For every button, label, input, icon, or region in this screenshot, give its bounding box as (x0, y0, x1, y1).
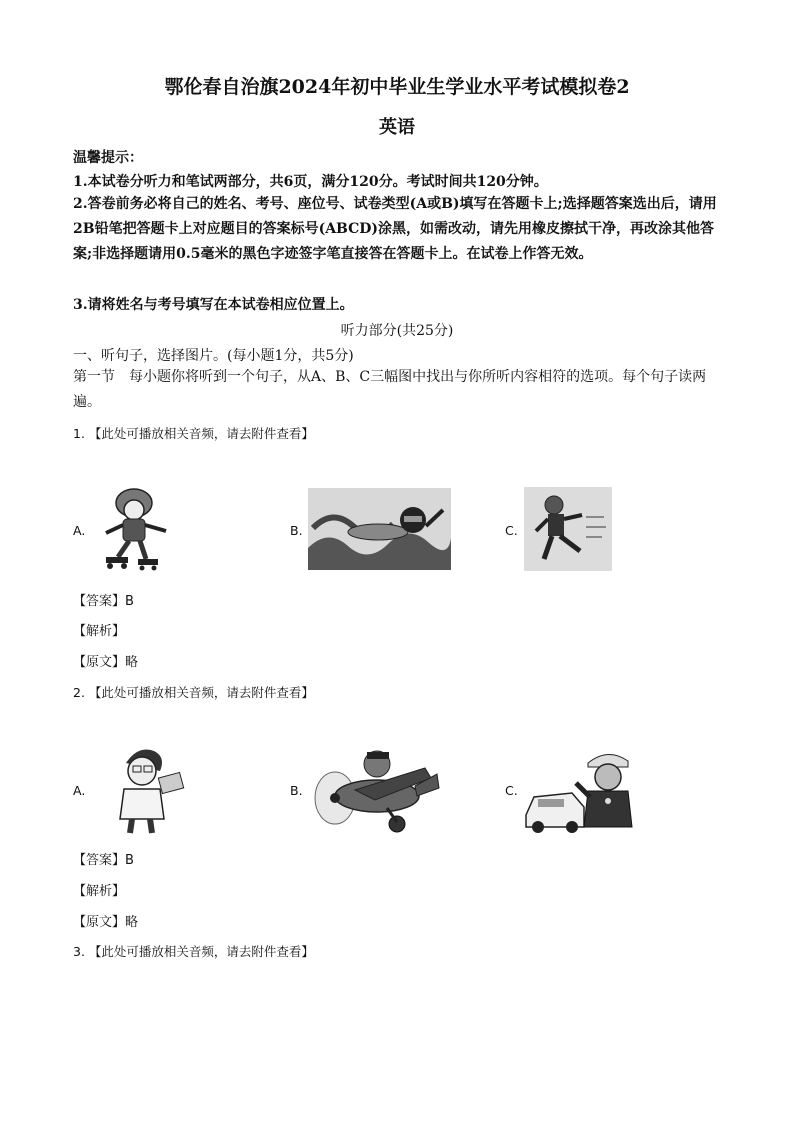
option-c-label: C. (505, 523, 518, 538)
audio-prompt[interactable]: 【此处可播放相关音频，请去附件查看】 (88, 685, 314, 700)
question-number: 3. (73, 944, 85, 959)
notice-item-1: 1.本试卷分听力和笔试两部分，共6页，满分120分。考试时间共120分钟。 (73, 174, 548, 190)
audio-prompt[interactable]: 【此处可播放相关音频，请去附件查看】 (88, 944, 314, 959)
analysis-1: 【解析】 (73, 624, 126, 639)
analysis-2: 【解析】 (73, 884, 126, 899)
police-officer-car-icon[interactable] (524, 743, 644, 835)
subject-title: 英语 (379, 117, 415, 138)
answer-1: 【答案】B (73, 594, 134, 609)
doctor-icon[interactable] (108, 743, 190, 835)
option-a-label: A. (73, 523, 86, 538)
audio-prompt[interactable]: 【此处可播放相关音频，请去附件查看】 (88, 426, 314, 441)
notice-item-3: 3.请将姓名与考号填写在本试卷相应位置上。 (73, 297, 354, 313)
exam-title: 鄂伦春自治旗2024年初中毕业生学业水平考试模拟卷2 (164, 76, 630, 98)
question-number: 1. (73, 426, 85, 441)
question-1 (73, 424, 314, 442)
original-text-2: 【原文】略 (73, 915, 139, 930)
swimmer-icon[interactable] (308, 488, 451, 570)
part1-title: 一、听句子，选择图片。(每小题1分，共5分) (73, 348, 354, 364)
runner-icon[interactable] (524, 487, 612, 571)
option-a-label: A. (73, 783, 86, 798)
question-number: 2. (73, 685, 85, 700)
roller-skater-icon[interactable] (94, 483, 176, 571)
option-c-label: C. (505, 783, 518, 798)
question-3 (73, 942, 314, 960)
pilot-plane-icon[interactable] (305, 738, 442, 838)
listening-section-title: 听力部分(共25分) (340, 323, 454, 339)
option-b-label: B. (290, 783, 303, 798)
original-text-1: 【原文】略 (73, 655, 139, 670)
option-b-label: B. (290, 523, 303, 538)
answer-2: 【答案】B (73, 853, 134, 868)
notice-heading: 温馨提示： (73, 150, 143, 166)
part1-instruction: 第一节 每小题你将听到一个句子，从A、B、C三幅图中找出与你所听内容相符的选项。每个句子读两遍。 (73, 369, 707, 410)
notice-item-2: 2.答卷前务必将自己的姓名、考号、座位号、试卷类型(A或B)填写在答题卡上;选择题答案选出后，请用2B铅笔把答题卡上对应题目的答案标号(ABCD)涂黑，如需改动，请先用橡皮擦拭干净，再改涂其他答案;非选择题请用0.5毫米的黑色字迹签字笔直接答在答题卡上。在试卷上作答无效。 (73, 196, 717, 262)
question-2 (73, 683, 314, 701)
